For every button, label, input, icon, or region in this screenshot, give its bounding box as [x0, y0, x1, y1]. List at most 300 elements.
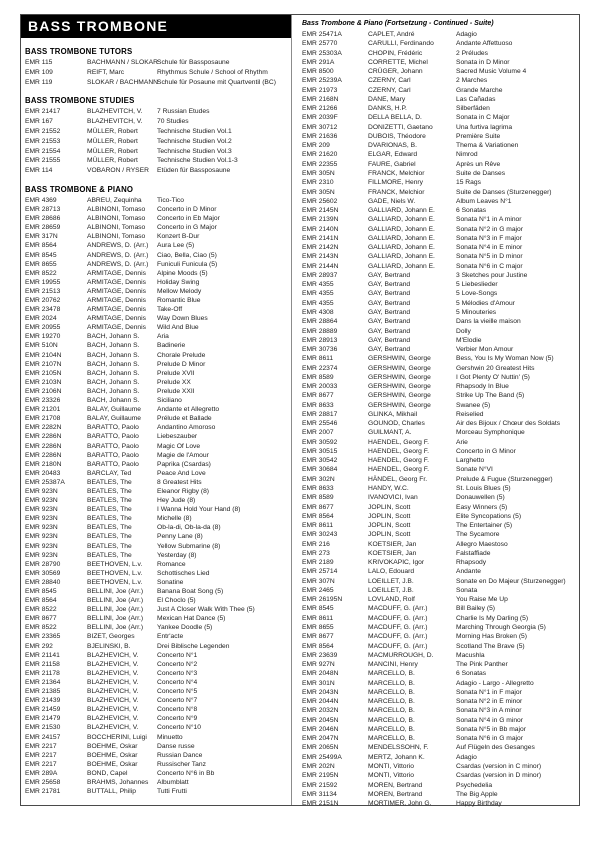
composer-name: GAY, Bertrand: [368, 281, 411, 289]
composer-name: BRAHMS, Johannes: [87, 778, 149, 786]
catalog-number: EMR 26195N: [302, 596, 343, 604]
catalog-number: EMR 289A: [25, 769, 58, 777]
composer-name: KOETSIER, Jan: [368, 549, 417, 557]
piece-title: Concerto N°7: [157, 697, 198, 705]
catalog-row: [21, 578, 291, 587]
composer-name: GALLIARD, Johann E.: [368, 262, 435, 270]
composer-name: ANDREWS, D. (Arr.): [87, 242, 149, 250]
piece-title: Funiculi Funicula (5): [157, 260, 218, 268]
catalog-row: [21, 469, 291, 478]
composer-name: DVARIONAS, B.: [368, 142, 417, 150]
piece-title: Una furtiva lagrima: [456, 123, 513, 131]
catalog-number: EMR 8564: [302, 512, 334, 520]
catalog-row: [302, 150, 577, 159]
composer-name: BLAZHEVICH, V.: [87, 697, 139, 705]
catalog-row: [21, 378, 291, 387]
composer-name: GALLIARD, Johann E.: [368, 234, 435, 242]
composer-name: ANDREWS, D. (Arr.): [87, 251, 149, 259]
catalog-row: [21, 642, 291, 651]
catalog-number: EMR 2045N: [302, 716, 339, 724]
catalog-row: [21, 278, 291, 287]
catalog-row: [21, 260, 291, 269]
catalog-number: EMR 31134: [302, 790, 337, 798]
catalog-number: EMR 2065N: [302, 744, 339, 752]
composer-name: GAY, Bertrand: [368, 271, 411, 279]
catalog-row: [302, 521, 577, 530]
composer-name: BLAZHEVICH, V.: [87, 669, 139, 677]
piece-title: Larghetto: [456, 457, 485, 465]
catalog-number: EMR 8589: [302, 373, 334, 381]
piece-title: Sonata N°2 in E minor: [456, 698, 523, 706]
catalog-number: EMR 8522: [25, 624, 57, 632]
catalog-row: [21, 269, 291, 278]
catalog-number: EMR 8655: [302, 624, 334, 631]
catalog-number: EMR 28913: [302, 336, 338, 344]
composer-name: GERSHWIN, George: [368, 355, 431, 363]
catalog-row: [302, 604, 577, 613]
catalog-row: [21, 487, 291, 496]
composer-name: FRANCK, Melchior: [368, 188, 425, 196]
composer-name: MONTI, Vittorio: [368, 762, 414, 770]
composer-name: GAY, Bertrand: [368, 290, 411, 298]
catalog-row: [21, 117, 291, 127]
catalog-number: EMR 167: [25, 118, 53, 126]
piece-title: 5 Minouteries: [456, 308, 497, 316]
catalog-row: [302, 197, 577, 206]
piece-title: 3 Sketches pour Justine: [456, 271, 528, 279]
catalog-row: [302, 651, 577, 660]
piece-title: Yankee Doodle (5): [157, 624, 213, 632]
catalog-number: EMR 25471A: [302, 31, 342, 38]
catalog-number: EMR 8633: [302, 401, 334, 409]
catalog-row: [21, 396, 291, 405]
catalog-row: [302, 262, 577, 271]
composer-name: CZERNY, Carl: [368, 86, 411, 94]
composer-name: GAY, Bertrand: [368, 327, 411, 335]
composer-name: BIZET, Georges: [87, 633, 135, 641]
catalog-row: [21, 251, 291, 260]
catalog-number: EMR 2048N: [302, 670, 339, 678]
composer-name: DONIZETTI, Gaetano: [368, 123, 433, 131]
piece-title: Gershwin 20 Greatest Hits: [456, 364, 535, 372]
composer-name: JOPLIN, Scott: [368, 503, 411, 511]
composer-name: ARMITAGE, Dennis: [87, 278, 146, 286]
piece-title: Ob-la-di, Ob-la-da (8): [157, 524, 221, 532]
catalog-row: [302, 243, 577, 252]
catalog-number: EMR 2151N: [302, 800, 339, 808]
catalog-number: EMR 923N: [25, 487, 58, 495]
catalog-row: [302, 799, 577, 808]
catalog-row: [302, 753, 577, 762]
composer-name: MÜLLER, Robert: [87, 127, 138, 135]
catalog-number: EMR 923N: [25, 542, 58, 550]
catalog-row: [21, 660, 291, 669]
catalog-number: EMR 2286N: [25, 442, 62, 450]
piece-title: Marching Through Georgia (5): [456, 624, 546, 631]
composer-name: BEATLES, The: [87, 551, 132, 559]
catalog-number: EMR 20762: [25, 297, 61, 304]
catalog-number: EMR 2007: [302, 429, 334, 437]
composer-name: MÜLLER, Robert: [87, 147, 138, 155]
catalog-number: EMR 22374: [302, 364, 338, 372]
piece-title: Aria: [157, 333, 169, 341]
catalog-number: EMR 25499A: [302, 753, 342, 761]
catalog-number: EMR 20483: [25, 469, 61, 477]
composer-name: BOEHME, Oskar: [87, 751, 138, 759]
composer-name: MOREN, Bertrand: [368, 781, 423, 789]
composer-name: HANDY, W.C.: [368, 485, 409, 493]
catalog-number: EMR 923N: [25, 497, 58, 505]
catalog-row: [21, 532, 291, 541]
piece-title: Yesterday (8): [157, 551, 197, 559]
piece-title: Nimrod: [456, 151, 478, 159]
piece-title: Tutti Frutti: [157, 788, 187, 796]
piece-title: Silberfäden: [456, 105, 490, 113]
composer-name: GLINKA, Mikhail: [368, 410, 418, 418]
piece-title: Concerto N°10: [157, 724, 201, 732]
catalog-number: EMR 28864: [302, 318, 338, 326]
piece-title: Technische Studien Vol.2: [157, 137, 232, 145]
catalog-row: [302, 345, 577, 354]
catalog-row: [21, 414, 291, 423]
section-heading: BASS TROMBONE STUDIES: [25, 96, 135, 106]
catalog-row: [302, 317, 577, 326]
piece-title: 15 Rags: [456, 179, 481, 187]
catalog-row: [302, 660, 577, 669]
catalog-row: [21, 405, 291, 414]
catalog-row: [21, 523, 291, 532]
composer-name: GAY, Bertrand: [368, 346, 411, 354]
catalog-row: [21, 769, 291, 778]
catalog-number: EMR 2286N: [25, 451, 62, 459]
piece-title: Bill Bailey (5): [456, 605, 496, 613]
catalog-row: [21, 127, 291, 137]
catalog-number: EMR 291A: [302, 58, 335, 66]
catalog-row: [302, 86, 577, 95]
composer-name: BLAZHEVICH, V.: [87, 706, 139, 714]
catalog-number: EMR 21552: [25, 127, 61, 135]
piece-title: Chorale Prelude: [157, 351, 206, 359]
piece-title: Entr'acte: [157, 633, 184, 641]
catalog-number: EMR 21266: [302, 105, 338, 113]
composer-name: BALAY, Guillaume: [87, 415, 142, 423]
catalog-number: EMR 21620: [302, 151, 338, 159]
piece-title: Dolly: [456, 327, 471, 335]
piece-title: Air des Bijoux / Chœur des Soldats: [456, 420, 561, 428]
piece-title: Prélude et Ballade: [157, 415, 212, 423]
catalog-number: EMR 21554: [25, 147, 61, 155]
piece-title: Russischer Tanz: [157, 760, 206, 768]
catalog-number: EMR 2168N: [302, 95, 339, 103]
catalog-number: EMR 21513: [25, 287, 61, 295]
catalog-number: EMR 28937: [302, 271, 338, 279]
piece-title: Sonata N°4 in E minor: [456, 244, 523, 252]
catalog-number: EMR 23478: [25, 306, 61, 314]
piece-title: Concerto N°3: [157, 669, 198, 677]
catalog-row: [21, 733, 291, 742]
composer-name: MACMURROUGH, D.: [368, 651, 434, 659]
catalog-number: EMR 8655: [25, 260, 57, 268]
catalog-number: EMR 2142N: [302, 244, 339, 252]
composer-name: BARATTO, Paolo: [87, 424, 139, 432]
piece-title: 70 Studies: [157, 118, 189, 126]
composer-name: ARMITAGE, Dennis: [87, 297, 146, 304]
catalog-row: [302, 289, 577, 298]
catalog-row: [21, 787, 291, 796]
catalog-row: [302, 234, 577, 243]
catalog-number: EMR 2189: [302, 559, 334, 567]
piece-title: Scotland The Brave (5): [456, 642, 525, 650]
composer-name: BACH, Johann S.: [87, 378, 140, 386]
catalog-number: EMR 8564: [302, 642, 334, 650]
catalog-row: [21, 478, 291, 487]
composer-name: CARULLI, Ferdinando: [368, 40, 434, 48]
catalog-number: EMR 8611: [302, 522, 334, 530]
composer-name: REIFT, Marc: [87, 68, 125, 76]
catalog-number: EMR 21385: [25, 688, 61, 696]
piece-title: Arie: [456, 438, 468, 446]
piece-title: Minuetto: [157, 733, 183, 741]
catalog-row: [21, 451, 291, 460]
catalog-section: [21, 185, 291, 796]
catalog-row: [21, 351, 291, 360]
piece-title: Liebeszauber: [157, 433, 198, 441]
catalog-row: [302, 113, 577, 122]
catalog-row: [21, 723, 291, 732]
catalog-row: [21, 514, 291, 523]
composer-name: BALAY, Guillaume: [87, 406, 142, 414]
composer-name: FRANCK, Melchior: [368, 169, 425, 177]
catalog-row: [21, 496, 291, 505]
catalog-row: [21, 605, 291, 614]
catalog-number: EMR 2217: [25, 760, 57, 768]
catalog-row: [302, 484, 577, 493]
catalog-number: EMR 2104N: [25, 351, 62, 359]
catalog-number: EMR 2106N: [25, 387, 62, 395]
piece-title: Sonata N°6 in G major: [456, 735, 523, 743]
catalog-row: [21, 687, 291, 696]
composer-name: MARCELLO, B.: [368, 707, 415, 715]
composer-name: BEATLES, The: [87, 506, 132, 514]
composer-name: MARCELLO, B.: [368, 670, 415, 678]
catalog-number: EMR 2140N: [302, 225, 339, 233]
catalog-number: EMR 2043N: [302, 688, 339, 696]
catalog-row: [302, 697, 577, 706]
piece-title: Auf Flügeln des Gesanges: [456, 744, 535, 752]
composer-name: BLAZHEVICH, V.: [87, 724, 139, 732]
piece-title: Way Down Blues: [157, 315, 208, 323]
composer-name: MÜLLER, Robert: [87, 157, 138, 165]
catalog-number: EMR 307N: [302, 577, 335, 585]
catalog-row: [302, 178, 577, 187]
catalog-row: [302, 354, 577, 363]
composer-name: BLAZHEVITCH, V.: [87, 118, 143, 126]
catalog-row: [302, 632, 577, 641]
piece-title: 2 Marches: [456, 77, 488, 85]
composer-name: MARCELLO, B.: [368, 725, 415, 733]
catalog-row: [302, 95, 577, 104]
composer-name: BLAZHEVICH, V.: [87, 688, 139, 696]
piece-title: Psychedelia: [456, 781, 493, 789]
composer-name: BACH, Johann S.: [87, 360, 140, 368]
composer-name: GALLIARD, Johann E.: [368, 244, 435, 252]
piece-title: Première Suite: [456, 132, 501, 140]
piece-title: Concerto in D Minor: [157, 206, 217, 214]
composer-name: ANDREWS, D. (Arr.): [87, 260, 149, 268]
catalog-row: [21, 166, 291, 176]
catalog-number: EMR 209: [302, 142, 330, 150]
composer-name: BOEHME, Oskar: [87, 742, 138, 750]
piece-title: Morning Has Broken (5): [456, 633, 527, 641]
catalog-number: EMR 8545: [25, 588, 57, 595]
piece-title: Wild And Blue: [157, 324, 199, 332]
piece-title: Danse russe: [157, 742, 195, 750]
piece-title: Peace And Love: [157, 469, 206, 477]
piece-title: Magic Of Love: [157, 442, 201, 450]
catalog-row: [21, 587, 291, 596]
composer-name: LOEILLET, J.B.: [368, 586, 414, 594]
composer-name: BLAZHEVICH, V.: [87, 678, 139, 686]
composer-name: MONTI, Vittorio: [368, 772, 414, 780]
composer-name: JOPLIN, Scott: [368, 512, 411, 520]
composer-name: ALBINONI, Tomaso: [87, 233, 146, 241]
catalog-row: [302, 790, 577, 799]
catalog-row: [302, 743, 577, 752]
catalog-row: [302, 382, 577, 391]
right-rows: [302, 30, 577, 808]
catalog-number: EMR 923N: [25, 524, 58, 532]
catalog-number: EMR 119: [25, 78, 53, 86]
piece-title: Suite de Danses (Sturzenegger): [456, 188, 552, 196]
catalog-row: [302, 567, 577, 576]
catalog-number: EMR 114: [25, 167, 53, 175]
piece-title: 2 Préludes: [456, 49, 488, 57]
composer-name: ALBINONI, Tomaso: [87, 224, 146, 232]
composer-name: MÜLLER, Robert: [87, 137, 138, 145]
catalog-number: EMR 21553: [25, 137, 61, 145]
composer-name: BARATTO, Paolo: [87, 433, 139, 441]
catalog-number: EMR 4355: [302, 281, 334, 289]
piece-title: Sacred Music Volume 4: [456, 68, 527, 76]
catalog-row: [302, 364, 577, 373]
composer-name: BOND, Capel: [87, 769, 128, 777]
composer-name: BEATLES, The: [87, 542, 132, 550]
piece-title: Concerto N°9: [157, 715, 198, 723]
catalog-number: EMR 2180N: [25, 460, 62, 468]
catalog-number: EMR 923N: [25, 506, 58, 514]
composer-name: CZERNY, Carl: [368, 77, 411, 85]
catalog-row: [21, 341, 291, 350]
composer-name: ALBINONI, Tomaso: [87, 206, 146, 214]
catalog-number: EMR 21781: [25, 788, 61, 796]
catalog-row: [21, 705, 291, 714]
catalog-row: [21, 78, 291, 88]
catalog-number: EMR 21141: [25, 651, 60, 659]
catalog-number: EMR 21973: [302, 86, 338, 94]
piece-title: Prelude XVII: [157, 369, 195, 377]
composer-name: BOCCHERINI, Luigi: [87, 733, 147, 741]
composer-name: GALLIARD, Johann E.: [368, 207, 435, 215]
piece-title: Andante: [456, 568, 481, 576]
left-column: [21, 15, 292, 805]
catalog-number: EMR 923N: [25, 533, 58, 541]
piece-title: Adagio - Largo - Allegretto: [456, 679, 534, 687]
piece-title: 5 Mélodies d'Amour: [456, 299, 515, 307]
piece-title: Technische Studien Vol.1-3: [157, 157, 238, 165]
catalog-row: [302, 58, 577, 67]
piece-title: 8 Greatest Hits: [157, 478, 202, 486]
catalog-number: EMR 4369: [25, 196, 57, 204]
composer-name: ALBINONI, Tomaso: [87, 215, 146, 223]
catalog-row: [302, 734, 577, 743]
piece-title: Allegro Maestoso: [456, 540, 508, 548]
catalog-number: EMR 23639: [302, 651, 338, 659]
catalog-row: [21, 442, 291, 451]
catalog-number: EMR 2145N: [302, 207, 339, 215]
composer-name: ABREU, Zequinha: [87, 196, 142, 204]
piece-title: Charlie Is My Darling (5): [456, 614, 529, 622]
piece-title: Concerto N°1: [157, 651, 198, 659]
catalog-number: EMR 21636: [302, 132, 338, 140]
catalog-row: [302, 679, 577, 688]
piece-title: The Big Apple: [456, 790, 498, 798]
piece-title: Etüden für Bassposaune: [157, 167, 231, 175]
catalog-row: [302, 215, 577, 224]
catalog-row: [302, 410, 577, 419]
catalog-number: EMR 21555: [25, 157, 61, 165]
composer-name: HÄNDEL, Georg Fr.: [368, 475, 428, 483]
piece-title: Concerto N°5: [157, 688, 198, 696]
piece-title: Sonata in C Major: [456, 114, 510, 122]
composer-name: LALO, Edouard: [368, 568, 415, 576]
catalog-number: EMR 2217: [25, 751, 57, 759]
catalog-row: [302, 530, 577, 539]
composer-name: BARATTO, Paolo: [87, 442, 139, 450]
piece-title: Andante et Allegretto: [157, 406, 220, 414]
piece-title: Happy Birthday: [456, 800, 502, 808]
composer-name: DUBOIS, Théodore: [368, 132, 426, 140]
catalog-number: EMR 25714: [302, 568, 338, 576]
piece-title: Strike Up The Band (5): [456, 392, 525, 400]
composer-name: BELLINI, Joe (Arr.): [87, 588, 144, 595]
catalog-row: [302, 586, 577, 595]
catalog-number: EMR 21178: [25, 669, 60, 677]
catalog-number: EMR 115: [25, 59, 53, 66]
catalog-row: [21, 632, 291, 641]
catalog-row: [21, 423, 291, 432]
catalog-number: EMR 4308: [302, 308, 334, 316]
piece-title: Magie de l'Amour: [157, 451, 209, 459]
catalog-row: [302, 716, 577, 725]
catalog-row: [302, 160, 577, 169]
composer-name: BUTTALL, Philip: [87, 788, 136, 796]
piece-title: Yellow Submarine (8): [157, 542, 221, 550]
piece-title: Sonata: [456, 586, 478, 594]
piece-title: M'Elodie: [456, 336, 482, 344]
composer-name: MARCELLO, B.: [368, 688, 415, 696]
piece-title: Sonata N°5 in Bb major: [456, 725, 526, 733]
composer-name: GOUNOD, Charles: [368, 420, 425, 428]
piece-title: Concerto in G Major: [157, 224, 217, 232]
catalog-row: [21, 107, 291, 117]
composer-name: BELLINI, Joe (Arr.): [87, 624, 144, 632]
piece-title: Elite Syncopations (5): [456, 512, 522, 520]
piece-title: Prelude & Fugue (Sturzenegger): [456, 475, 553, 483]
piece-title: Russian Dance: [157, 751, 203, 759]
catalog-number: EMR 8611: [302, 614, 334, 622]
catalog-row: [21, 460, 291, 469]
piece-title: 5 Love-Songs: [456, 290, 498, 298]
